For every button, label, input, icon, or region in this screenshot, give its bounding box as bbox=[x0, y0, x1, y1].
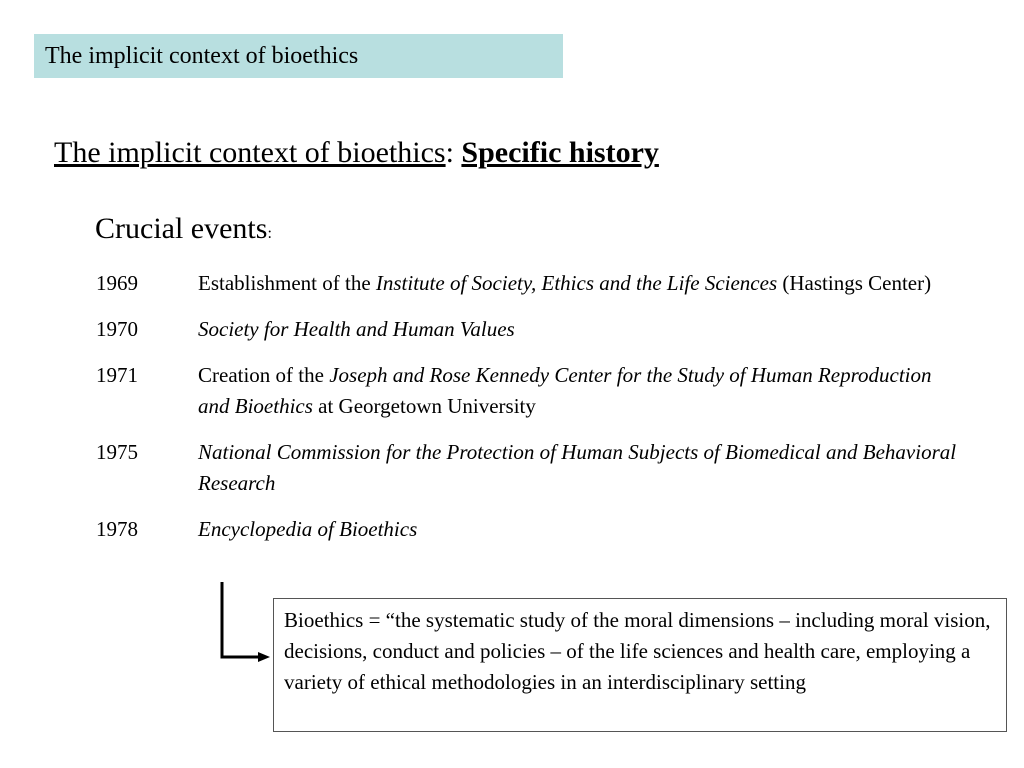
page-heading bbox=[54, 136, 659, 170]
heading-main: The implicit context of bioethics bbox=[54, 136, 446, 169]
event-description bbox=[198, 437, 968, 499]
event-row bbox=[96, 360, 976, 422]
event-year: 1971 bbox=[96, 363, 138, 387]
event-title: National Commission for the Protection of Human Subjects of Biomedical and Behavioral Research bbox=[198, 440, 957, 495]
event-title: Institute of Society, Ethics and the Life Sciences bbox=[375, 271, 778, 295]
event-description bbox=[198, 360, 968, 422]
event-year: 1969 bbox=[96, 271, 138, 295]
event-year: 1975 bbox=[96, 440, 138, 464]
event-description bbox=[198, 514, 968, 545]
event-year: 1978 bbox=[96, 517, 138, 541]
event-row bbox=[96, 514, 976, 545]
event-text: at Georgetown University bbox=[312, 394, 536, 418]
event-title: Joseph and Rose Kennedy Center for the Study of Human Reproduction and Bioethics bbox=[198, 363, 932, 418]
events-list bbox=[96, 268, 976, 560]
event-description bbox=[198, 268, 968, 299]
event-title: Encyclopedia of Bioethics bbox=[198, 517, 418, 541]
event-row bbox=[96, 437, 976, 499]
slide-title-bar bbox=[34, 34, 563, 78]
event-text: Establishment of the bbox=[198, 271, 376, 295]
event-row bbox=[96, 314, 976, 345]
heading-emphasis: Specific history bbox=[461, 136, 659, 169]
event-text: (Hastings Center) bbox=[777, 271, 932, 295]
arrow-icon bbox=[210, 578, 280, 668]
event-text: Creation of the bbox=[198, 363, 330, 387]
subheading-colon: : bbox=[267, 225, 272, 242]
definition-box bbox=[273, 598, 1007, 732]
subheading-text: Crucial events bbox=[95, 212, 268, 245]
heading-separator: : bbox=[445, 136, 462, 169]
event-row bbox=[96, 268, 976, 299]
event-year: 1970 bbox=[96, 317, 138, 341]
event-description bbox=[198, 314, 968, 345]
subheading bbox=[95, 212, 272, 246]
event-title: Society for Health and Human Values bbox=[198, 317, 515, 341]
definition-text: Bioethics = “the systematic study of the moral dimensions – including moral vision, decisions, conduct and policies – of the life sciences and health care, employing a variety of ethical methodologies in an interdisciplinary setting bbox=[284, 608, 991, 694]
slide-title: The implicit context of bioethics bbox=[45, 42, 359, 69]
